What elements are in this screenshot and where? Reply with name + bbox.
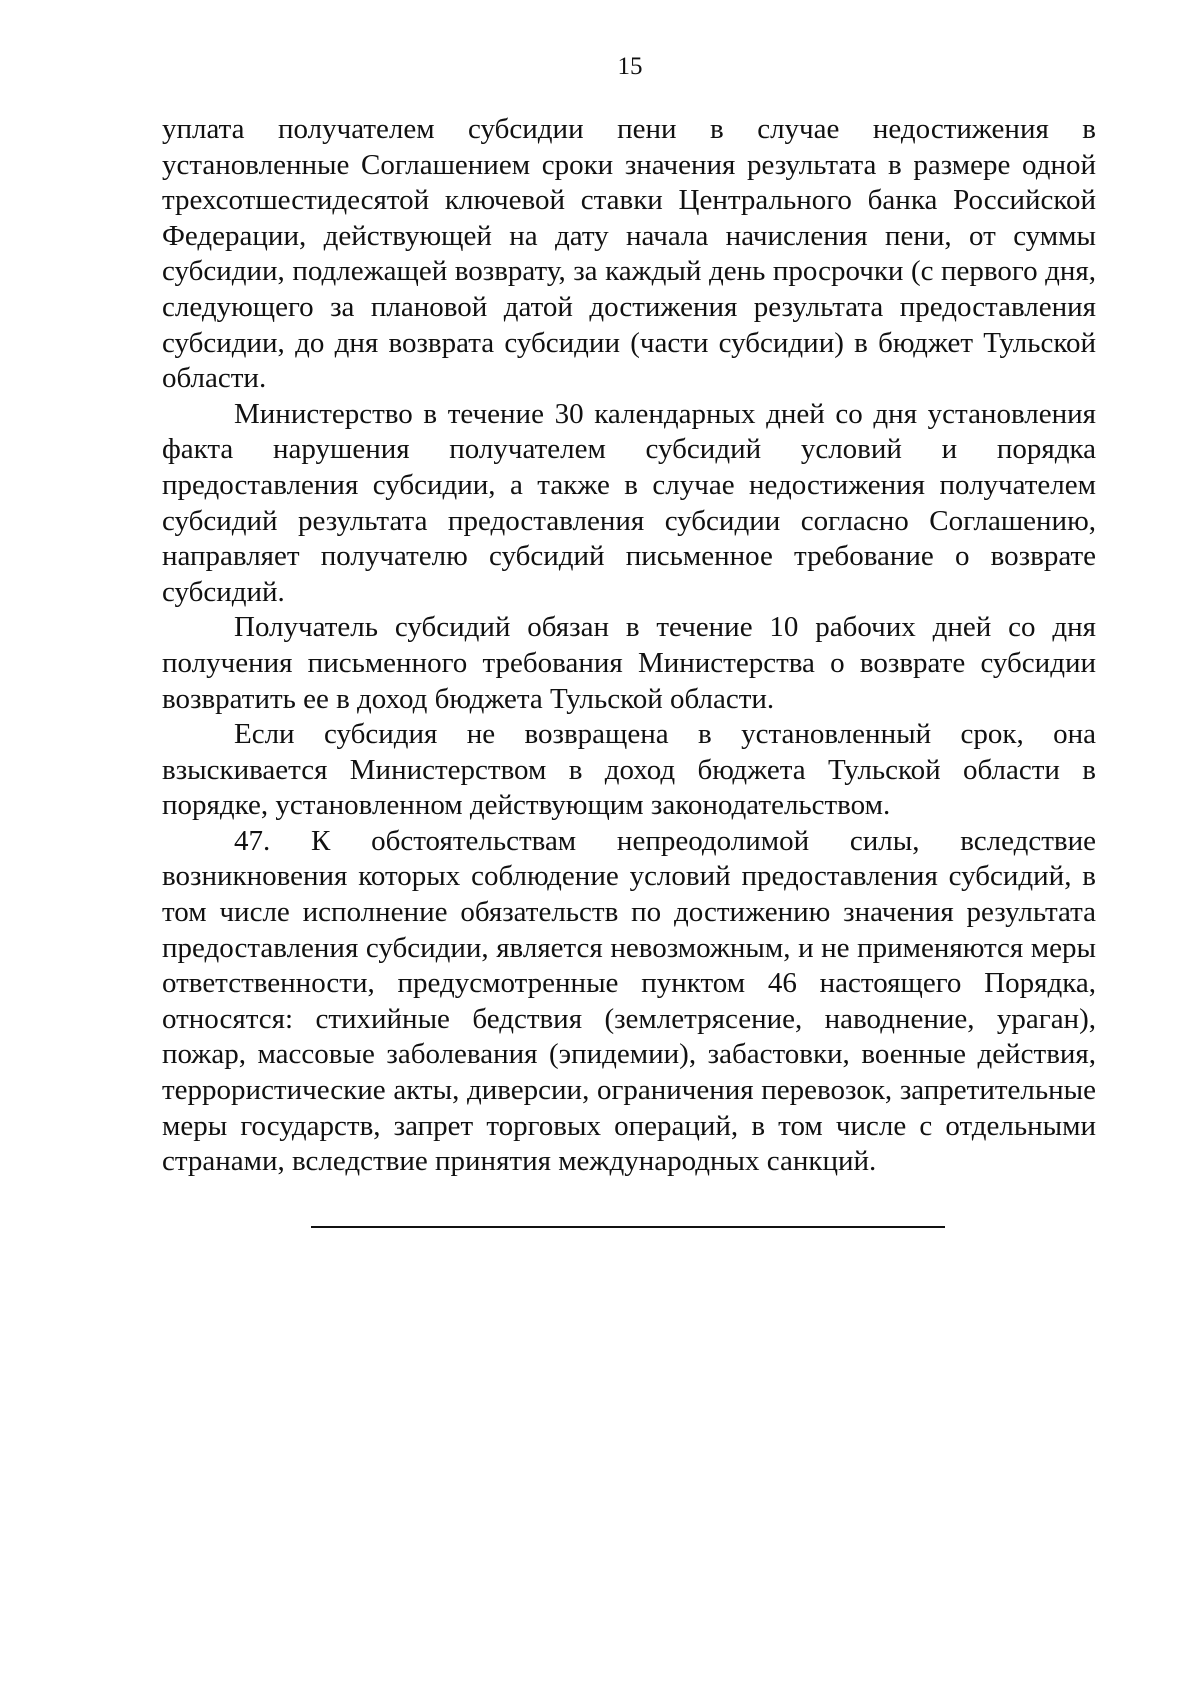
paragraph-recipient-obligation: Получатель субсидий обязан в течение 10 рабочих дней со дня получения письменного требования Министерства о возврате субсидии возвратить ее в доход бюджета Тульской области. <box>162 611 1096 715</box>
end-of-document-rule <box>311 1226 945 1228</box>
paragraph-ministry-notice: Министерство в течение 30 календарных дней со дня установления факта нарушения получателем субсидий условий и порядка предоставления субсидии, а также в случае недостижения получателем субсидий результата предоставления субсидии согласно Соглашению, направляет получателю субсидий письменное требование о возврате субсидий. <box>162 397 1096 608</box>
paragraph-force-majeure: 47. К обстоятельствам непреодолимой силы, вследствие возникновения которых соблюдение условий предоставления субсидий, в том числе исполнение обязательств по достижению значения результата предоставления субсидии, является невозможным, и не применяются меры ответственности, предусмотренные пунктом 46 настоящего Порядка, относятся: стихийные бедствия (землетрясение, наводнение, ураган), пожар, массовые заболевания (эпидемии), забастовки, военные действия, террористические акты, диверсии, ограничения перевозок, запретительные меры государств, запрет торговых операций, в том числе с отдельными странами, вследствие принятия международных санкций. <box>162 824 1096 1178</box>
document-body <box>162 112 1096 1180</box>
paragraph-recovery: Если субсидия не возвращена в установленный срок, она взыскивается Министерством в доход бюджета Тульской области в порядке, установленном действующим законодательством. <box>162 718 1096 822</box>
paragraph-penalty: уплата получателем субсидии пени в случае недостижения в установленные Соглашением сроки значения результата в размере одной трехсотшестидесятой ключевой ставки Центрального банка Российской Федерации, действующей на дату начала начисления пени, от суммы субсидии, подлежащей возврату, за каждый день просрочки (с первого дня, следующего за плановой датой достижения результата предоставления субсидии, до дня возврата субсидии (части субсидии) в бюджет Тульской области. <box>162 113 1096 395</box>
page-number: 15 <box>617 53 643 80</box>
